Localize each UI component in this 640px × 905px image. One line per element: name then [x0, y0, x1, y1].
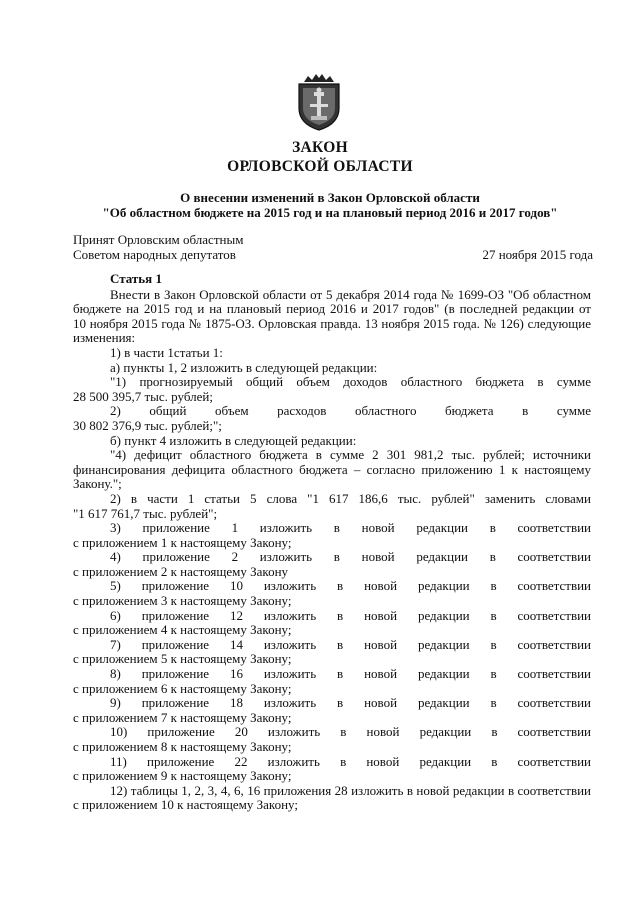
- list-item-continuation: с приложением 2 к настоящему Закону: [73, 563, 289, 579]
- adoption-date: 27 ноября 2015 года: [482, 247, 593, 262]
- coat-of-arms-icon: [294, 68, 344, 132]
- document-subtitle: [60, 190, 600, 220]
- adoption-block: [73, 232, 593, 262]
- list-item: 10) приложение 20 изложить в новой редакции в соответствии: [110, 724, 591, 740]
- list-item-continuation: с приложением 4 к настоящему Закону;: [73, 622, 292, 638]
- intro-line: бюджете на 2015 год и на плановый период 2016 и 2017 годов" (в последней редакции от: [73, 301, 591, 317]
- list-item-continuation: "1 617 761,7 тыс. рублей";: [73, 505, 218, 521]
- list-item-continuation: 30 802 376,9 тыс. рублей;";: [73, 417, 222, 433]
- list-item: "4) дефицит областного бюджета в сумме 2 301 981,2 тыс. рублей; источники: [110, 447, 591, 463]
- list-item-continuation: 28 500 395,7 тыс. рублей;: [73, 388, 213, 404]
- intro-line: 10 ноября 2015 года № 1875-ОЗ. Орловская правда. 13 ноября 2015 года. № 126) следующие: [73, 315, 591, 331]
- document-title-law: ЗАКОН: [292, 139, 348, 156]
- document-title-region: ОРЛОВСКОЙ ОБЛАСТИ: [227, 158, 413, 175]
- adoption-line-1: Принят Орловским областным: [73, 232, 244, 247]
- list-item: 12) таблицы 1, 2, 3, 4, 6, 16 приложения 28 изложить в новой редакции в соответствии: [110, 782, 591, 798]
- list-item-continuation: с приложением 5 к настоящему Закону;: [73, 651, 292, 667]
- list-item: б) пункт 4 изложить в следующей редакции:: [110, 432, 357, 448]
- subtitle-line-1: О внесении изменений в Закон Орловской области: [180, 190, 480, 205]
- list-item-continuation: Закону.";: [73, 476, 122, 492]
- list-item-continuation: с приложением 10 к настоящему Закону;: [73, 797, 298, 813]
- list-item-continuation: с приложением 9 к настоящему Закону;: [73, 768, 292, 784]
- adoption-line-2: Советом народных депутатов: [73, 247, 236, 262]
- list-item-continuation: с приложением 1 к настоящему Закону;: [73, 534, 292, 550]
- list-item: 11) приложение 22 изложить в новой редакции в соответствии: [110, 753, 591, 769]
- list-item-continuation: с приложением 8 к настоящему Закону;: [73, 739, 292, 754]
- list-item: 5) приложение 10 изложить в новой редакции в соответствии: [110, 578, 591, 594]
- list-item: 8) приложение 16 изложить в новой редакции в соответствии: [110, 666, 591, 682]
- list-item: 2) в части 1 статьи 5 слова "1 617 186,6 тыс. рублей" заменить словами: [110, 490, 591, 506]
- list-item: 6) приложение 12 изложить в новой редакции в соответствии: [110, 607, 591, 623]
- list-item: 7) приложение 14 изложить в новой редакции в соответствии: [110, 636, 591, 652]
- list-item: 1) в части 1статьи 1:: [110, 344, 223, 360]
- list-item-continuation: с приложением 6 к настоящему Закону;: [73, 680, 292, 696]
- article-heading: Статья 1: [110, 271, 162, 286]
- list-item: 2) общий объем расходов областного бюджета в сумме: [110, 403, 591, 419]
- list-item: а) пункты 1, 2 изложить в следующей редакции:: [110, 359, 378, 375]
- list-item: "1) прогнозируемый общий объем доходов областного бюджета в сумме: [110, 374, 591, 390]
- list-item: 4) приложение 2 изложить в новой редакции в соответствии: [110, 549, 591, 565]
- intro-line: Внести в Закон Орловской области от 5 декабря 2014 года № 1699-ОЗ "Об областном: [110, 286, 591, 302]
- list-item: 3) приложение 1 изложить в новой редакции в соответствии: [110, 520, 591, 536]
- list-item-continuation: с приложением 3 к настоящему Закону;: [73, 593, 292, 609]
- article-body: [73, 272, 591, 813]
- list-item-continuation: с приложением 7 к настоящему Закону;: [73, 709, 292, 725]
- list-item-continuation: финансирования дефицита областного бюджета – согласно приложению 1 к настоящему: [73, 461, 591, 477]
- subtitle-line-2: "Об областном бюджете на 2015 год и на плановый период 2016 и 2017 годов": [102, 205, 558, 220]
- list-item: 9) приложение 18 изложить в новой редакции в соответствии: [110, 695, 591, 711]
- intro-line: изменения:: [73, 330, 136, 346]
